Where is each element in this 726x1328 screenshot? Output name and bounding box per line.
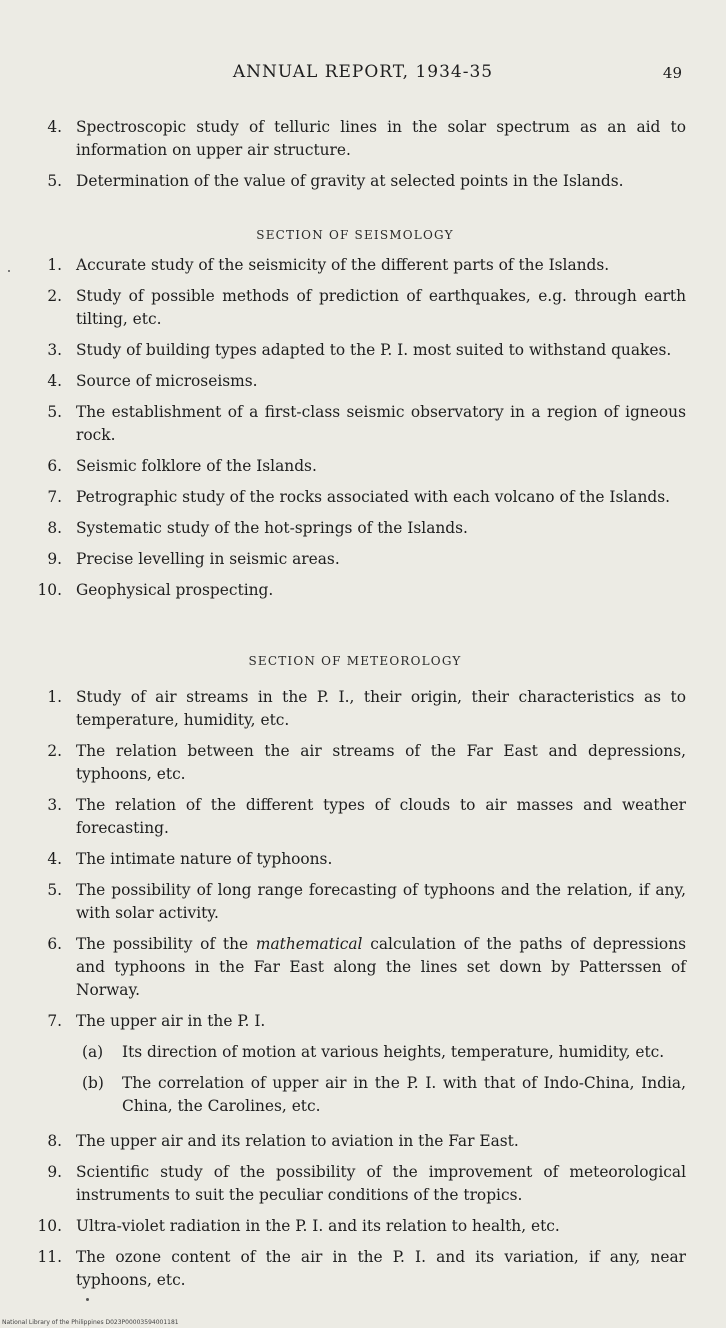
list-item	[24, 1130, 686, 1153]
list-item	[24, 1161, 686, 1207]
item-number: 1.	[47, 688, 62, 706]
list-item	[24, 740, 686, 786]
list-item	[24, 1215, 686, 1238]
item-text: The upper air and its relation to aviation in the Far East.	[76, 1132, 519, 1150]
subitem-text: Its direction of motion at various heights, temperature, humidity, etc.	[122, 1043, 665, 1061]
list-item	[24, 254, 686, 277]
item-number: 7.	[47, 1012, 62, 1030]
page-header	[0, 62, 726, 86]
item-number: 9.	[47, 550, 62, 568]
list-item	[24, 339, 686, 362]
item-number: 3.	[47, 341, 62, 359]
item-text: Precise levelling in seismic areas.	[76, 550, 340, 568]
item-text: Scientific study of the possibility of the improvement of meteorological instruments to suit the peculiar conditions of the tropics.	[76, 1163, 686, 1204]
meteorology-section	[24, 654, 686, 1300]
item-number: 6.	[47, 935, 62, 953]
item-number: 11.	[37, 1248, 62, 1266]
item-number: 4.	[47, 850, 62, 868]
section-heading: SECTION OF METEOROLOGY	[248, 654, 462, 668]
scan-footer: National Library of the Philippines D023P00003594001181	[2, 1319, 179, 1326]
item-text: Spectroscopic study of telluric lines in the solar spectrum as an aid to information on upper air structure.	[76, 118, 686, 159]
list-item	[24, 170, 686, 193]
subitem-letter: (a)	[82, 1043, 104, 1061]
item-number: 1.	[47, 256, 62, 274]
item-number: 4.	[47, 372, 62, 390]
item-text: Seismic folklore of the Islands.	[76, 457, 317, 475]
item-number: 2.	[47, 742, 62, 760]
item-text: The ozone content of the air in the P. I. and its variation, if any, near typhoons, etc.	[76, 1248, 686, 1289]
item-number: 8.	[47, 1132, 62, 1150]
item-text: Source of microseisms.	[76, 372, 258, 390]
seismology-section	[24, 228, 686, 610]
subitem-letter: (b)	[82, 1074, 104, 1092]
list-item	[24, 370, 686, 393]
item-text: The establishment of a first-class seismic observatory in a region of igneous rock.	[76, 403, 686, 444]
item-number: 5.	[47, 881, 62, 899]
continued-section	[24, 116, 686, 201]
item-number: 4.	[47, 118, 62, 136]
item-number: 10.	[37, 1217, 62, 1235]
item-number: 5.	[47, 403, 62, 421]
item-text: The possibility of the	[76, 935, 256, 953]
subitem-text: The correlation of upper air in the P. I. with that of Indo-China, India, China, the Carolines, etc.	[122, 1074, 686, 1115]
section-heading: SECTION OF SEISMOLOGY	[256, 228, 454, 242]
list-item	[24, 401, 686, 447]
item-text: Study of building types adapted to the P. I. most suited to withstand quakes.	[76, 341, 672, 359]
list-item	[24, 879, 686, 925]
list-item	[24, 486, 686, 509]
item-number: 6.	[47, 457, 62, 475]
item-text: The possibility of long range forecasting of typhoons and the relation, if any, with solar activity.	[76, 881, 686, 922]
item-text: The upper air in the P. I.	[76, 1012, 266, 1030]
page-number: 49	[662, 64, 682, 82]
list-item	[24, 285, 686, 331]
list-item	[24, 686, 686, 732]
ink-speck	[8, 270, 10, 272]
item-text: Determination of the value of gravity at selected points in the Islands.	[76, 172, 624, 190]
list-item	[24, 794, 686, 840]
item-text: Ultra-violet radiation in the P. I. and its relation to health, etc.	[76, 1217, 560, 1235]
item-text: Study of possible methods of prediction of earthquakes, e.g. through earth tilting, etc.	[76, 287, 686, 328]
item-text: The relation of the different types of clouds to air masses and weather forecasting.	[76, 796, 686, 837]
item-number: 8.	[47, 519, 62, 537]
item-number: 2.	[47, 287, 62, 305]
item-number: 9.	[47, 1163, 62, 1181]
item-text-italic: mathematical	[255, 935, 363, 953]
item-text: Study of air streams in the P. I., their origin, their characteristics as to temperature, humidity, etc.	[76, 688, 686, 729]
list-item	[24, 1010, 686, 1033]
item-text: Accurate study of the seismicity of the different parts of the Islands.	[76, 256, 610, 274]
list-item	[24, 116, 686, 162]
item-number: 3.	[47, 796, 62, 814]
item-number: 10.	[37, 581, 62, 599]
list-item	[24, 848, 686, 871]
running-title: ANNUAL REPORT, 1934-35	[232, 62, 494, 82]
item-number: 7.	[47, 488, 62, 506]
list-item	[24, 517, 686, 540]
sub-list-item	[24, 1041, 686, 1064]
item-text: Petrographic study of the rocks associated with each volcano of the Islands.	[76, 488, 671, 506]
ink-speck	[86, 1298, 89, 1301]
item-number: 5.	[47, 172, 62, 190]
item-text: The intimate nature of typhoons.	[76, 850, 333, 868]
sub-list-item	[24, 1072, 686, 1118]
list-item	[24, 455, 686, 478]
list-item	[24, 1246, 686, 1292]
item-text: calculation of the paths of depressions and typhoons in the Far East along the lines set down by Patterssen of Norway.	[76, 935, 687, 999]
list-item	[24, 933, 686, 1002]
item-text: The relation between the air streams of the Far East and depressions, typhoons, etc.	[76, 742, 686, 783]
item-text: Geophysical prospecting.	[76, 581, 274, 599]
list-item	[24, 548, 686, 571]
list-item	[24, 579, 686, 602]
item-text: Systematic study of the hot-springs of the Islands.	[76, 519, 468, 537]
